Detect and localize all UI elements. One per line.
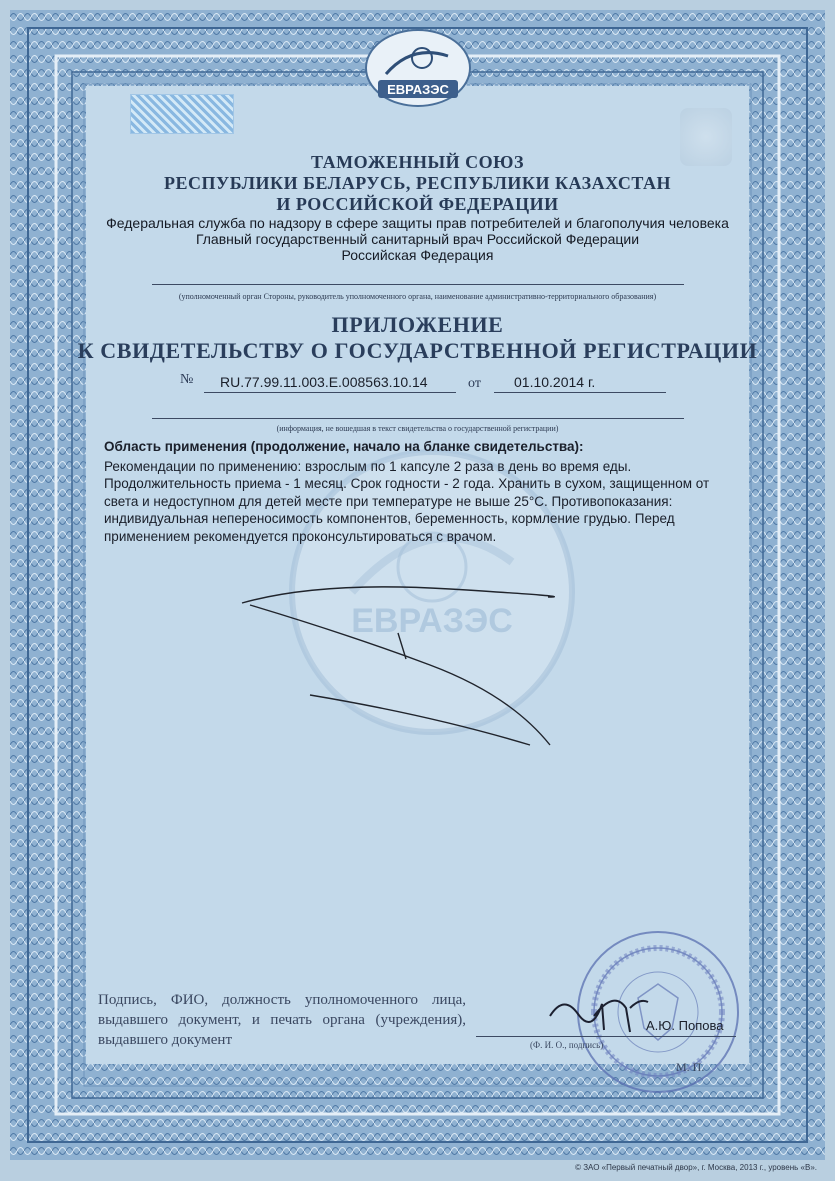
- fio-note: (Ф. И. О., подпись): [530, 1040, 604, 1050]
- number-underline: [204, 392, 456, 393]
- content-paragraph: Рекомендации по применению: взрослым по 1 капсуле 2 раза в день во время еды. Продолжительность приема - 1 месяц. Срок годности - 2 года. Хранить в сухом, защищенном от света и недоступном для детей месте при температуре не выше 25°С. Противопоказания: индивидуальная непереносимость компонентов, беременность, кормление грудью. Перед применением рекомендуется проконсультироваться с врачом.: [104, 458, 710, 544]
- content-block: [104, 438, 744, 545]
- date-underline: [494, 392, 666, 393]
- watermark-text: ЕВРАЗЭС: [351, 602, 513, 640]
- official-title: Главный государственный санитарный врач Российской Федерации: [195, 231, 640, 247]
- header-line-3: И РОССИЙСКОЙ ФЕДЕРАЦИИ: [276, 194, 559, 214]
- registration-date: 01.10.2014 г.: [514, 374, 596, 390]
- header-line-1: ТАМОЖЕННЫЙ СОЮЗ: [311, 152, 524, 172]
- agency-name: Федеральная служба по надзору в сфере защиты прав потребителей и благополучия человека: [106, 215, 729, 231]
- hologram-strip: [130, 94, 234, 134]
- seal-note: М. П.: [676, 1060, 705, 1074]
- info-note: (информация, не вошедшая в текст свидетельства о государственной регистрации): [276, 424, 559, 433]
- printer-footer: © ЗАО «Первый печатный двор», г. Москва, 2013 г., уровень «В».: [575, 1163, 817, 1172]
- info-underline: [152, 418, 684, 419]
- title-line-1: ПРИЛОЖЕНИЕ: [331, 312, 504, 337]
- signatory-name: А.Ю. Попова: [646, 1018, 724, 1033]
- handwritten-signature: [544, 986, 654, 1036]
- number-label: №: [180, 372, 194, 387]
- cancellation-scribble: [230, 575, 560, 765]
- registration-row: [180, 372, 680, 396]
- authority-underline: [152, 284, 684, 285]
- content-heading: Область применения (продолжение, начало на бланке свидетельства):: [104, 439, 584, 454]
- registration-number: RU.77.99.11.003.E.008563.10.14: [220, 374, 428, 390]
- emblem-text: ЕВРАЗЭС: [387, 82, 449, 97]
- eurasec-emblem: [364, 28, 472, 108]
- title-line-2: К СВИДЕТЕЛЬСТВУ О ГОСУДАРСТВЕННОЙ РЕГИСТРАЦИИ: [77, 338, 758, 363]
- authority-note: (уполномоченный орган Стороны, руководитель уполномоченного органа, наименование административно-территориального образования): [178, 292, 657, 301]
- signature-caption: Подпись, ФИО, должность уполномоченного лица, выдавшего документ, и печать органа (учреждения), выдавшего документ: [98, 992, 466, 1048]
- date-label: от: [468, 376, 481, 391]
- country-name: Российская Федерация: [341, 247, 494, 263]
- signature-underline: [476, 1036, 736, 1037]
- header-line-2: РЕСПУБЛИКИ БЕЛАРУСЬ, РЕСПУБЛИКИ КАЗАХСТАН: [163, 173, 672, 193]
